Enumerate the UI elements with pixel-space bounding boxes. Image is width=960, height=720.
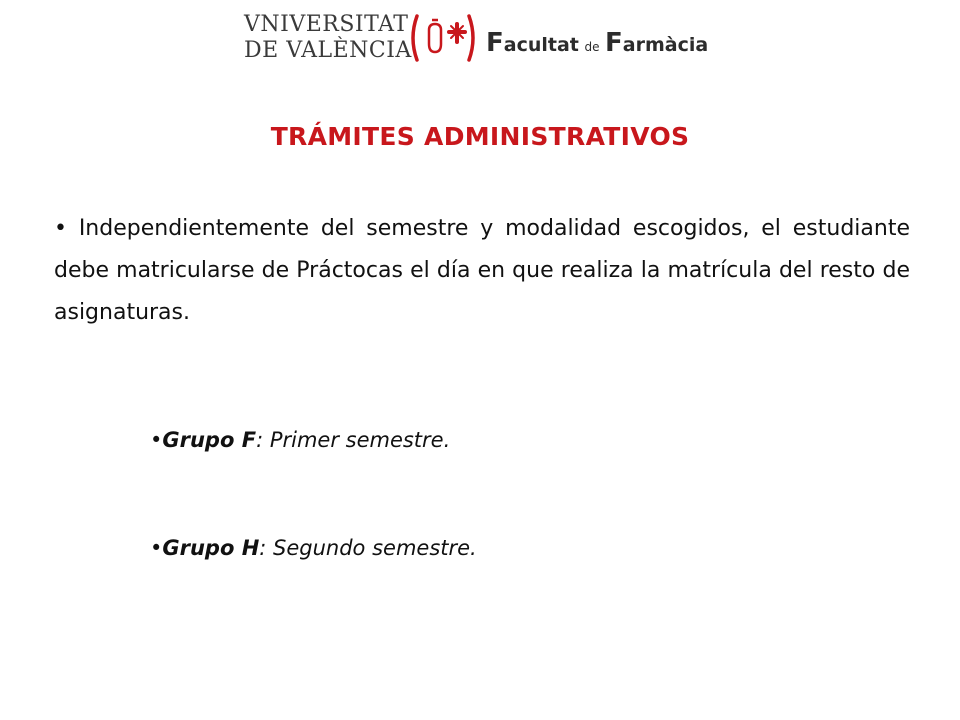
- faculty-word-2: armàcia: [622, 34, 709, 56]
- header: [0, 0, 960, 80]
- group-item-h: [150, 536, 477, 560]
- group-name: Grupo F: [162, 428, 257, 452]
- group-description: : Segundo semestre.: [259, 536, 477, 560]
- university-name-line1: VNIVERSITAT: [244, 12, 409, 37]
- faculty-word-1: acultat: [503, 34, 579, 56]
- page-title: TRÁMITES ADMINISTRATIVOS: [270, 122, 690, 151]
- faculty-logo: [486, 28, 708, 58]
- group-description: : Primer semestre.: [256, 428, 451, 452]
- university-name-line2: DE VALÈNCIA: [244, 38, 412, 63]
- group-item-f: [150, 428, 450, 452]
- main-paragraph: • Independientemente del semestre y modalidad escogidos, el estudiante debe matricularse de Práctocas el día en que realiza la matrícula del resto de asignaturas.: [54, 216, 910, 325]
- group-bullet: •: [150, 428, 163, 452]
- group-name: Grupo H: [162, 536, 260, 560]
- group-bullet: •: [150, 536, 163, 560]
- faculty-connector: de: [584, 40, 600, 54]
- faculty-initial-2: F: [605, 28, 623, 58]
- university-logo: [244, 10, 412, 65]
- faculty-emblem-icon: [407, 12, 479, 64]
- faculty-initial-1: F: [486, 28, 504, 58]
